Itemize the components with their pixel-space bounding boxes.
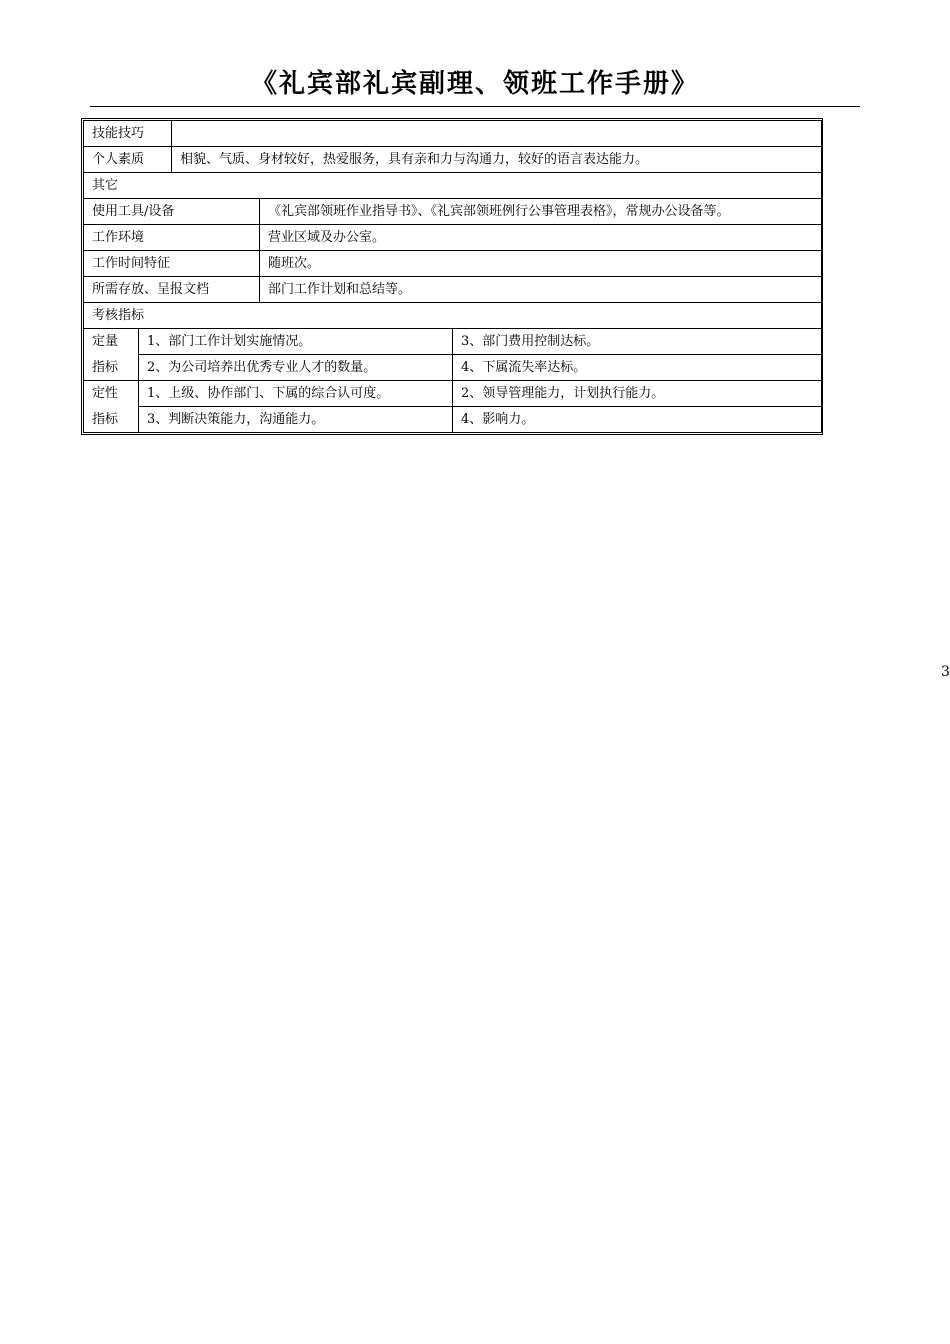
skills-label: 技能技巧 [84, 121, 172, 147]
quantitative-item-1: 1、部门工作计划实施情况。 [139, 329, 453, 355]
personal-quality-value: 相貌、气质、身材较好，热爱服务，具有亲和力与沟通力，较好的语言表达能力。 [172, 147, 822, 173]
tools-label: 使用工具/设备 [84, 199, 260, 225]
table-row-qualitative-2 [84, 407, 822, 433]
job-manual-table [83, 120, 822, 433]
table-row-personal [84, 147, 822, 173]
table-row [84, 225, 822, 251]
table-row-other-heading [84, 173, 822, 199]
other-section-heading: 其它 [84, 173, 822, 199]
qualitative-item-2: 2、领导管理能力，计划执行能力。 [453, 381, 822, 407]
quantitative-label-line1: 定量 [84, 329, 139, 355]
table-row [84, 251, 822, 277]
qualitative-label-line1: 定性 [84, 381, 139, 407]
table-row [84, 277, 822, 303]
work-time-label: 工作时间特征 [84, 251, 260, 277]
work-environment-label: 工作环境 [84, 225, 260, 251]
tools-value: 《礼宾部领班作业指导书》、《礼宾部领班例行公事管理表格》，常规办公设备等。 [260, 199, 822, 225]
work-environment-value: 营业区域及办公室。 [260, 225, 822, 251]
table-row-qualitative-1 [84, 381, 822, 407]
qualitative-item-4: 4、影响力。 [453, 407, 822, 433]
table-row-quantitative-2 [84, 355, 822, 381]
quantitative-item-2: 2、为公司培养出优秀专业人才的数量。 [139, 355, 453, 381]
work-time-value: 随班次。 [260, 251, 822, 277]
quantitative-item-3: 3、部门费用控制达标。 [453, 329, 822, 355]
qualitative-label-line2: 指标 [84, 407, 139, 433]
title-underline [90, 106, 860, 107]
table-row-quantitative-1 [84, 329, 822, 355]
personal-quality-label: 个人素质 [84, 147, 172, 173]
table-row [84, 199, 822, 225]
quantitative-label-line2: 指标 [84, 355, 139, 381]
qualitative-item-3: 3、判断决策能力，沟通能力。 [139, 407, 453, 433]
documents-label: 所需存放、呈报文档 [84, 277, 260, 303]
skills-value [172, 121, 822, 147]
job-manual-table-frame [81, 118, 823, 435]
quantitative-item-4: 4、下属流失率达标。 [453, 355, 822, 381]
document-title: 《礼宾部礼宾副理、领班工作手册》 [250, 69, 699, 99]
table-row-skills [84, 121, 822, 147]
table-row-assessment-heading [84, 303, 822, 329]
page-number: 3 [941, 664, 950, 680]
assessment-section-heading: 考核指标 [84, 303, 822, 329]
qualitative-item-1: 1、上级、协作部门、下属的综合认可度。 [139, 381, 453, 407]
documents-value: 部门工作计划和总结等。 [260, 277, 822, 303]
